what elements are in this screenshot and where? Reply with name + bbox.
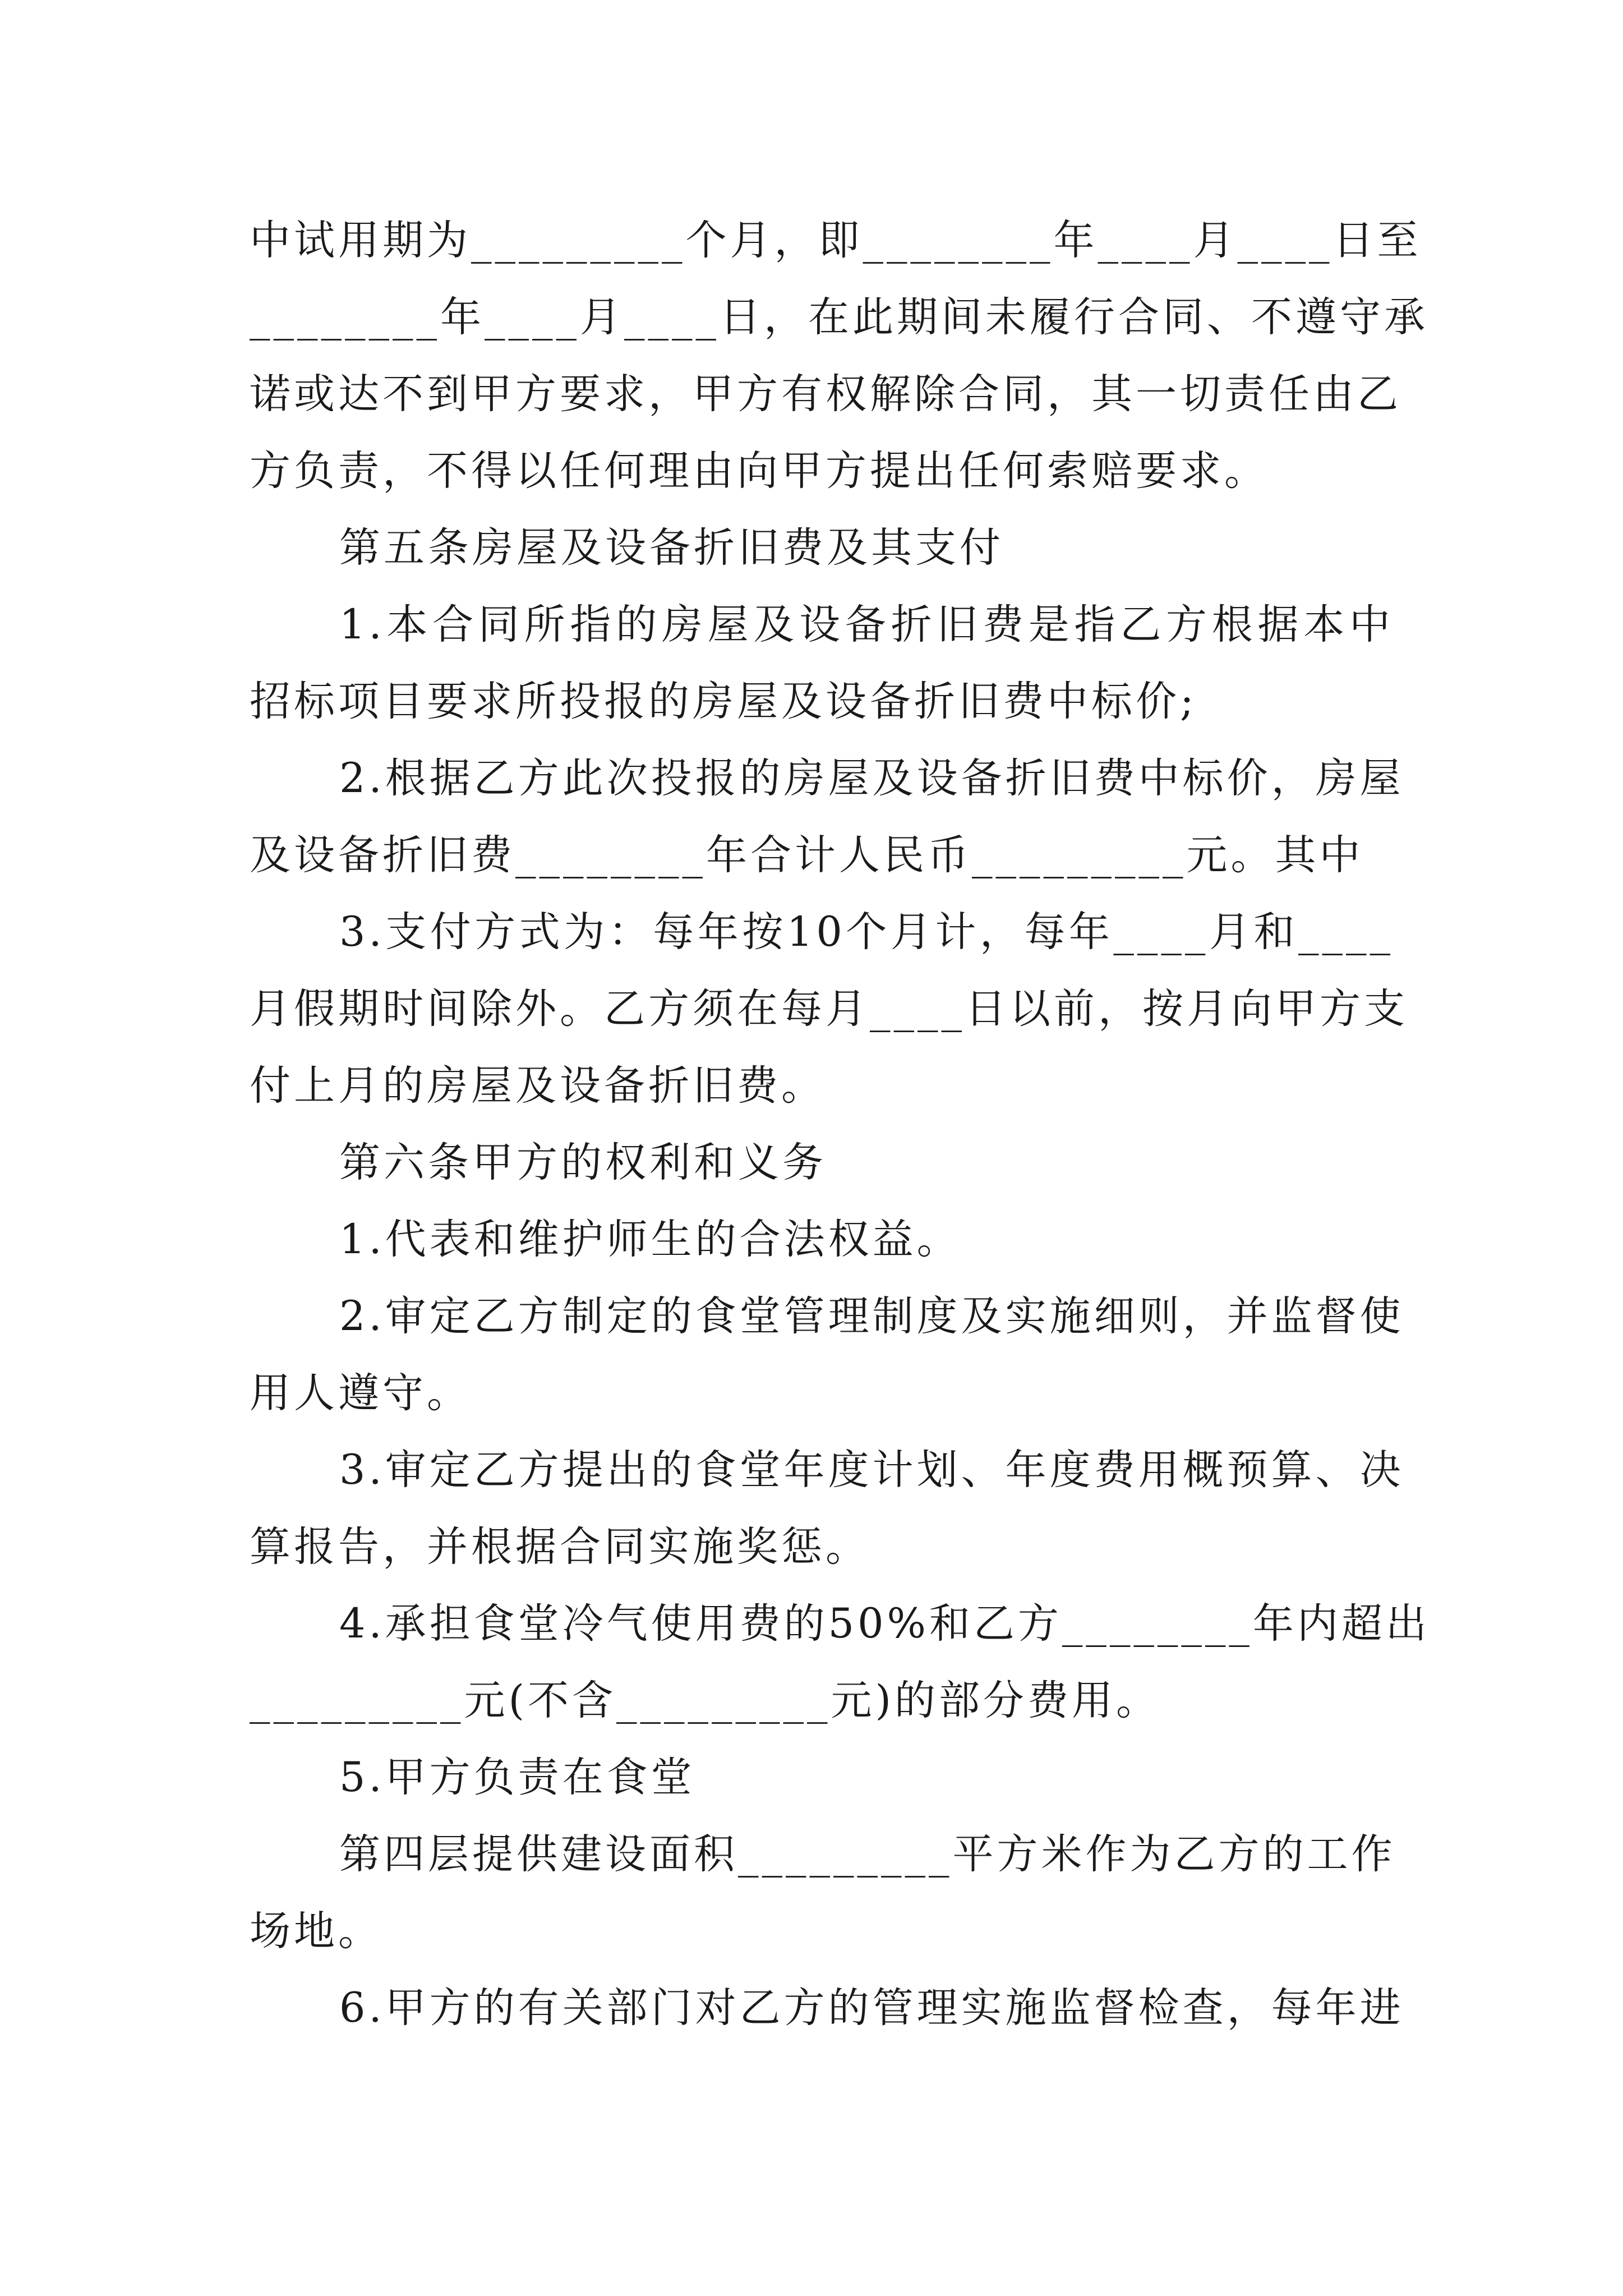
text-line: 算报告，并根据合同实施奖惩。 [250, 1523, 870, 1571]
section-heading-article-6: 第六条甲方的权利和义务 [339, 1139, 827, 1186]
document-body [250, 202, 1430, 2046]
text-line: ________年____月____日，在此期间未履行合同、不遵守承 [250, 293, 1428, 341]
text-line: 3.支付方式为：每年按10个月计，每年____月和____ [339, 908, 1394, 956]
text-line: 2.审定乙方制定的食堂管理制度及实施细则，并监督使 [339, 1292, 1404, 1340]
text-line: 1.本合同所指的房屋及设备折旧费是指乙方根据本中 [339, 601, 1394, 648]
text-line: _________元(不含_________元)的部分费用。 [250, 1677, 1160, 1724]
text-line: 及设备折旧费________年合计人民币_________元。其中 [250, 831, 1364, 879]
text-line: 2.根据乙方此次投报的房屋及设备折旧费中标价，房屋 [339, 754, 1404, 802]
text-line: 用人遵守。 [250, 1369, 471, 1417]
text-line: 6.甲方的有关部门对乙方的管理实施监督检查，每年进 [339, 1984, 1404, 2032]
text-line: 诺或达不到甲方要求，甲方有权解除合同，其一切责任由乙 [250, 370, 1401, 418]
text-line: 中试用期为_________个月，即________年____月____日至 [250, 217, 1422, 264]
text-line: 3.审定乙方提出的食堂年度计划、年度费用概预算、决 [339, 1446, 1404, 1494]
text-line: 招标项目要求所投报的房屋及设备折旧费中标价; [250, 678, 1197, 725]
text-line: 月假期时间除外。乙方须在每月____日以前，按月向甲方支 [250, 985, 1408, 1033]
text-line: 5.甲方负责在食堂 [339, 1754, 695, 1801]
text-line: 4.承担食堂冷气使用费的50%和乙方________年内超出 [339, 1600, 1430, 1648]
text-line: 第四层提供建设面积_________平方米作为乙方的工作 [339, 1830, 1396, 1878]
section-heading-article-5: 第五条房屋及设备折旧费及其支付 [339, 524, 1004, 572]
text-line: 1.代表和维护师生的合法权益。 [339, 1216, 961, 1263]
text-line: 付上月的房屋及设备折旧费。 [250, 1062, 826, 1110]
text-line: 场地。 [250, 1907, 382, 1955]
text-line: 方负责，不得以任何理由向甲方提出任何索赔要求。 [250, 447, 1269, 495]
